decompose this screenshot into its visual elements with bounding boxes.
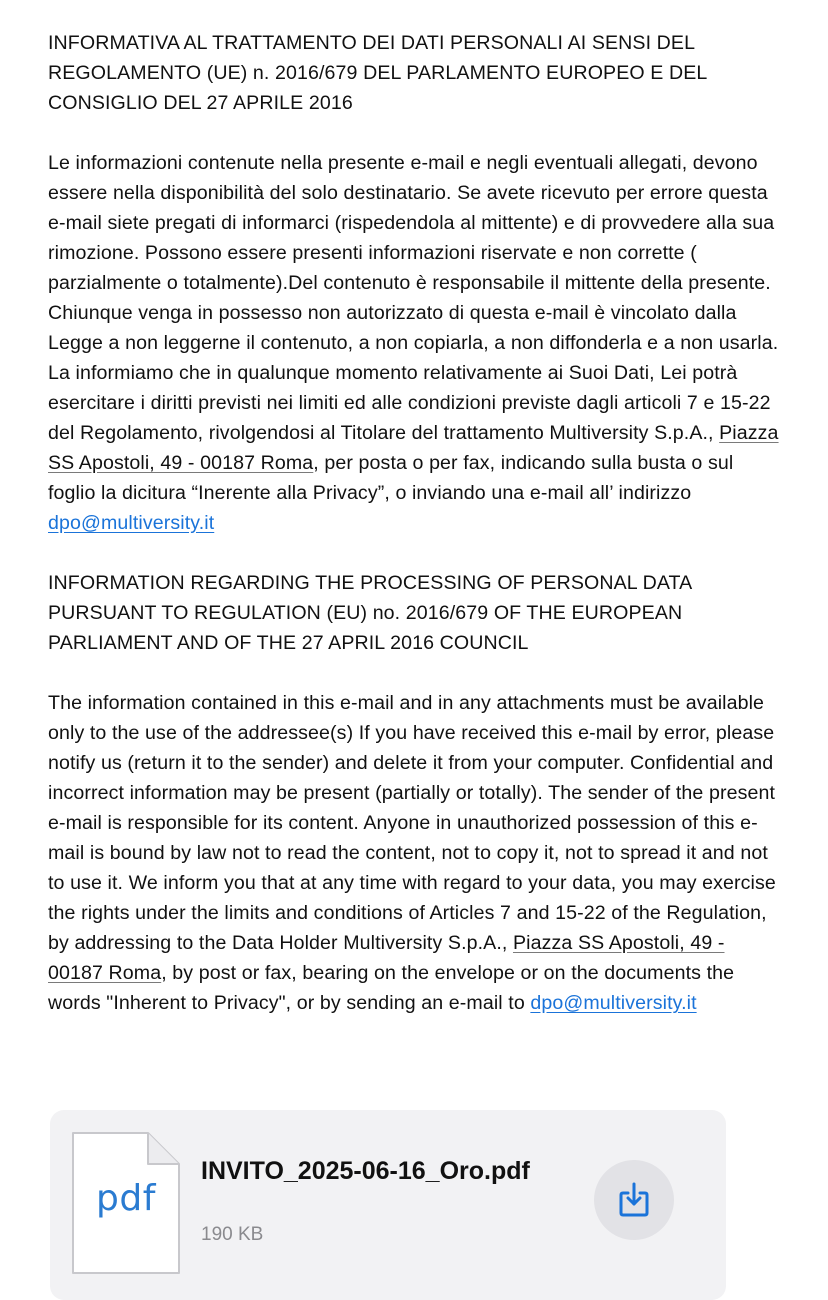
notice-text: , per posta o per fax, indicando sulla busta o sul foglio la dicitura “Inerente alla Privacy”, o inviando una e-mail all’ indirizzo	[48, 452, 734, 504]
heading-line: CONSIGLIO DEL 27 APRILE 2016	[48, 92, 353, 114]
download-icon	[618, 1182, 650, 1218]
download-button[interactable]	[594, 1160, 674, 1240]
address-link[interactable]: Piazza SS Apostoli, 49 - 00187 Roma	[48, 932, 725, 984]
english-privacy-heading	[48, 568, 780, 658]
email-link[interactable]: dpo@multiversity.it	[530, 992, 697, 1014]
attachment-card[interactable]	[50, 1110, 726, 1300]
pdf-file-icon	[70, 1130, 182, 1276]
heading-line: REGOLAMENTO (UE) n. 2016/679 DEL PARLAMENTO EUROPEO E DEL	[48, 62, 708, 84]
file-type-label: pdf	[96, 1178, 156, 1219]
heading-line: INFORMATION REGARDING THE PROCESSING OF PERSONAL DATA	[48, 572, 693, 594]
notice-text: , by post or fax, bearing on the envelope or on the documents the words "Inherent to Privacy", or by sending an e-mail to	[48, 962, 735, 1014]
email-link[interactable]: dpo@multiversity.it	[48, 512, 215, 534]
heading-line: PURSUANT TO REGULATION (EU) no. 2016/679 OF THE EUROPEAN	[48, 602, 683, 624]
english-privacy-notice	[48, 688, 780, 1018]
heading-line: PARLIAMENT AND OF THE 27 APRIL 2016 COUNCIL	[48, 632, 529, 654]
italian-privacy-heading	[48, 28, 780, 118]
italian-privacy-notice	[48, 148, 780, 538]
heading-line: INFORMATIVA AL TRATTAMENTO DEI DATI PERSONALI AI SENSI DEL	[48, 32, 696, 54]
address-link[interactable]: Piazza SS Apostoli, 49 - 00187 Roma	[48, 422, 779, 474]
email-body	[48, 28, 780, 1018]
notice-text: The information contained in this e-mail and in any attachments must be available only to the use of the addressee(s) If you have received this e-mail by error, please notify us (return it to the sender) and delete it from your computer. Confidential and incorrect information may be present (partially or totally). The sender of the present e-mail is responsible for its content. Anyone in unauthorized possession of this e-mail is bound by law not to read the content, not to copy it, not to spread it and not to use it. We inform you that at any time with regard to your data, you may exercise the rights under the limits and conditions of Articles 7 and 15-22 of the Regulation, by addressing to the Data Holder Multiversity S.p.A.,	[48, 692, 776, 954]
attachment-file-size: 190 KB	[201, 1224, 264, 1245]
notice-text: Le informazioni contenute nella presente e-mail e negli eventuali allegati, devono essere nella disponibilità del solo destinatario. Se avete ricevuto per errore questa e-mail siete pregati di informarci (rispedendola al mittente) e di provvedere alla sua rimozione. Possono essere presenti informazioni riservate e non corrette ( parzialmente o totalmente).Del contenuto è responsabile il mittente della presente. Chiunque venga in possesso non autorizzato di questa e-mail è vincolato dalla Legge a non leggerne il contenuto, a non copiarla, a non diffonderla e a non usarla. La informiamo che in qualunque momento relativamente ai Suoi Dati, Lei potrà esercitare i diritti previsti nei limiti ed alle condizioni previste dagli articoli 7 e 15-22 del Regolamento, rivolgendosi al Titolare del trattamento Multiversity S.p.A.,	[48, 152, 779, 444]
attachment-file-name[interactable]: INVITO_2025-06-16_Oro.pdf	[201, 1157, 530, 1185]
